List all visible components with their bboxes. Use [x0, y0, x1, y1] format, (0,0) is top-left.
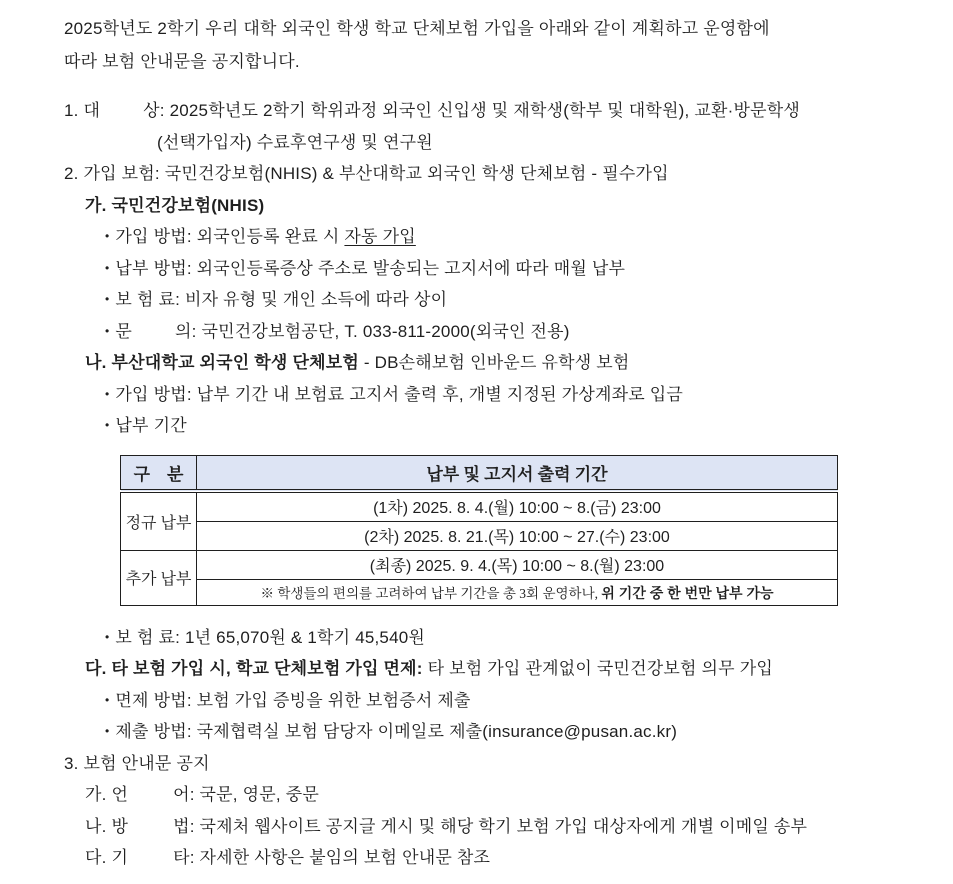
nhis-contact: [64, 316, 909, 348]
table-row: [121, 491, 838, 522]
table-row: [121, 521, 838, 550]
group-premium-text: 보 험 료: 1년 65,070원 & 1학기 45,540원: [115, 627, 426, 647]
nhis-enroll-text: 가입 방법: 외국인등록 완료 시: [115, 227, 345, 246]
item-1-continuation: (선택가입자) 수료후연구생 및 연구원: [157, 132, 433, 152]
item-1-target: [64, 95, 909, 158]
bullet-icon: •: [105, 692, 110, 707]
notice-etc-label: 다. 기: [85, 848, 129, 867]
nhis-payment-text: 납부 방법: 외국인등록증상 주소로 발송되는 고지서에 따라 매월 납부: [115, 258, 626, 278]
nhis-contact-text: 의: 국민건강보험공단, T. 033-811-2000(외국인 전용): [175, 321, 570, 341]
notice-method-label: 나. 방: [85, 816, 129, 836]
intro-line-1: 2025학년도 2학기 우리 대학 외국인 학생 학교 단체보험 가입을 아래와 같이 계획하고 운영함에: [64, 19, 770, 38]
regular-payment-label: 정규 납부: [121, 491, 197, 551]
additional-payment-label: 추가 납부: [121, 550, 197, 605]
nhis-premium: [64, 284, 909, 316]
section-da-exemption-title: [64, 653, 909, 685]
notice-language-text: 어: 국문, 영문, 중문: [173, 785, 319, 804]
payment-period-label: [64, 410, 909, 442]
payment-note-bold: 위 기간 중 한 번만 납부 가능: [601, 584, 774, 601]
intro-line-2: 따라 보험 안내문을 공지합니다.: [64, 52, 300, 71]
item-1-line: [64, 95, 909, 127]
submission-method: [64, 716, 909, 748]
payment-period-text: 납부 기간: [115, 416, 187, 435]
section-na-title-bold: 나. 부산대학교 외국인 학생 단체보험: [85, 353, 359, 372]
bullet-icon: •: [105, 629, 110, 644]
payment-note: [197, 579, 838, 605]
notice-etc: [64, 842, 909, 874]
nhis-contact-label: 문: [115, 321, 133, 341]
group-premium: [64, 622, 909, 654]
bullet-icon: •: [105, 386, 110, 401]
exemption-method: [64, 685, 909, 717]
notice-method: [64, 811, 909, 843]
notice-etc-text: 타: 자세한 사항은 붙임의 보험 안내문 참조: [173, 848, 491, 867]
nhis-payment-method: [64, 253, 909, 285]
bullet-icon: •: [105, 260, 110, 275]
nhis-auto-enroll-underlined: 자동 가입: [344, 227, 416, 246]
section-na-title-rest: - DB손해보험 인바운드 유학생 보험: [358, 353, 630, 372]
payment-period-table: [120, 455, 838, 606]
table-header-category: 구 분: [121, 455, 197, 491]
section-ga-nhis-title: 가. 국민건강보험(NHIS): [85, 195, 265, 215]
item-1-text: 상: 2025학년도 2학기 학위과정 외국인 신입생 및 재학생(학부 및 대학원), 교환·방문학생: [143, 101, 800, 120]
item-2-insurance-types: 2. 가입 보험: 국민건강보험(NHIS) & 부산대학교 외국인 학생 단체보험 - 필수가입: [64, 164, 669, 183]
bullet-icon: •: [105, 323, 110, 338]
table-header-period: 납부 및 고지서 출력 기간: [197, 455, 838, 491]
payment-round-final: (최종) 2025. 9. 4.(목) 10:00 ~ 8.(월) 23:00: [197, 550, 838, 579]
nhis-premium-text: 보 험 료: 비자 유형 및 개인 소득에 따라 상이: [115, 290, 448, 309]
section-na-group-insurance-title: [64, 347, 909, 379]
group-enroll-text: 가입 방법: 납부 기간 내 보험료 고지서 출력 후, 개별 지정된 가상계좌로 입금: [115, 384, 683, 404]
notice-language-label: 가. 언: [85, 785, 129, 804]
item-3-notice: 3. 보험 안내문 공지: [64, 753, 210, 773]
notice-language: [64, 779, 909, 811]
notice-method-text: 법: 국제처 웹사이트 공지글 게시 및 해당 학기 보험 가입 대상자에게 개별 이메일 송부: [173, 816, 808, 836]
bullet-icon: •: [105, 418, 110, 432]
table-header-row: [121, 455, 838, 491]
table-row: [121, 550, 838, 579]
table-row: [121, 579, 838, 605]
item-1-label: 1. 대: [64, 101, 101, 120]
bullet-icon: •: [105, 292, 110, 306]
payment-round-2: (2차) 2025. 8. 21.(목) 10:00 ~ 27.(수) 23:00: [197, 521, 838, 550]
bullet-icon: •: [105, 229, 110, 243]
section-da-title-rest: 타 보험 가입 관계없이 국민건강보험 의무 가입: [422, 659, 773, 678]
payment-round-1: (1차) 2025. 8. 4.(월) 10:00 ~ 8.(금) 23:00: [197, 491, 838, 522]
submission-method-text: 제출 방법: 국제협력실 보험 담당자 이메일로 제출(insurance@pusan.ac.kr): [115, 722, 678, 741]
exemption-method-text: 면제 방법: 보험 가입 증빙을 위한 보험증서 제출: [115, 690, 471, 710]
payment-note-text: ※ 학생들의 편의를 고려하여 납부 기간을 총 3회 운영하나,: [260, 585, 602, 601]
intro-paragraph: [64, 12, 909, 78]
nhis-enroll-method: [64, 221, 909, 253]
group-enroll-method: [64, 379, 909, 411]
bullet-icon: •: [105, 724, 110, 738]
insurance-notice-document: [64, 12, 909, 874]
section-da-title-bold: 다. 타 보험 가입 시, 학교 단체보험 가입 면제:: [85, 659, 423, 678]
